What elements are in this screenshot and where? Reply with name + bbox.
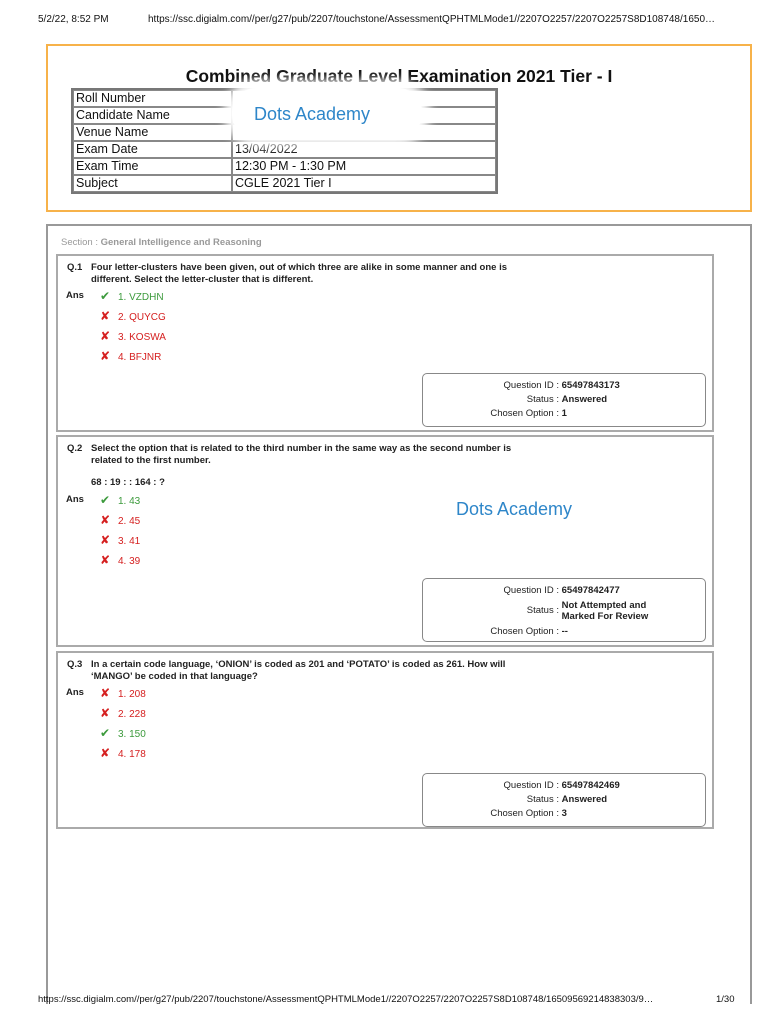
option-label: 1. 43	[118, 496, 141, 507]
option-label: 2. 45	[118, 516, 141, 527]
meta-status	[423, 394, 607, 405]
print-url[interactable]: https://ssc.digialm.com//per/g27/pub/2207/touchstone/AssessmentQPHTMLMode1//2207O2257/2207O2257S8D108748/1650…	[148, 14, 716, 25]
option	[100, 726, 146, 740]
info-label: Subject	[73, 175, 232, 192]
option-label: 4. 178	[118, 749, 146, 760]
question-text: In a certain code language, ‘ONION’ is coded as 201 and ‘POTATO’ is coded as 261. How will ‘MANGO’ be coded in that language?	[91, 659, 506, 682]
meta-key: Chosen Option :	[490, 408, 559, 419]
question-meta-box	[422, 373, 706, 427]
ans-label: Ans	[66, 687, 84, 698]
cross-icon: ✘	[100, 309, 111, 323]
option-label: 4. 39	[118, 556, 141, 567]
meta-chosen-option	[423, 626, 568, 637]
option	[100, 553, 140, 567]
info-value: 13/04/2022	[232, 141, 496, 158]
option-label: 2. 228	[118, 709, 146, 720]
info-row	[73, 175, 496, 192]
meta-value	[562, 600, 649, 622]
meta-question-id	[423, 380, 620, 391]
info-value: 12:30 PM - 1:30 PM	[232, 158, 496, 175]
question-number: Q.2	[67, 443, 83, 454]
question-text: Four letter-clusters have been given, out of which three are alike in some manner and one is different. Select the letter-cluster that is different.	[91, 262, 508, 285]
meta-value: Answered	[561, 794, 608, 805]
status-line: Marked For Review	[561, 611, 649, 622]
print-datetime: 5/2/22, 8:52 PM	[38, 14, 109, 25]
cross-icon: ✘	[100, 686, 111, 700]
question-number: Q.1	[67, 262, 83, 273]
option-label: 3. 41	[118, 536, 141, 547]
option	[100, 686, 146, 700]
meta-key: Question ID :	[503, 585, 559, 596]
ans-label: Ans	[66, 290, 84, 301]
option-label: 1. VZDHN	[118, 292, 164, 303]
question-block	[56, 651, 714, 829]
question-meta-box	[422, 773, 706, 827]
option-label: 3. 150	[118, 729, 146, 740]
info-row	[73, 141, 496, 158]
option	[100, 746, 146, 760]
option	[100, 493, 140, 507]
cross-icon: ✘	[100, 513, 111, 527]
meta-key: Question ID :	[503, 380, 559, 391]
meta-value: 1	[561, 408, 567, 419]
option	[100, 513, 140, 527]
question-text: Select the option that is related to the third number in the same way as the second number is related to the first number.	[91, 443, 512, 466]
meta-value: 65497843173	[561, 380, 620, 391]
question-meta-box	[422, 578, 706, 642]
cross-icon: ✘	[100, 533, 111, 547]
watermark-top: Dots Academy	[254, 104, 371, 124]
ans-label: Ans	[66, 494, 84, 505]
section-prefix: Section :	[61, 237, 98, 248]
status-line: Not Attempted and	[561, 600, 647, 611]
info-value: CGLE 2021 Tier I	[232, 175, 496, 192]
option	[100, 706, 146, 720]
meta-value: 3	[561, 808, 567, 819]
info-row	[73, 158, 496, 175]
option	[100, 309, 166, 323]
info-label: Exam Date	[73, 141, 232, 158]
meta-chosen-option	[423, 408, 567, 419]
question-block	[56, 435, 714, 647]
option	[100, 349, 161, 363]
meta-value: 65497842469	[561, 780, 620, 791]
cross-icon: ✘	[100, 706, 111, 720]
option	[100, 329, 166, 343]
info-label: Exam Time	[73, 158, 232, 175]
info-label: Venue Name	[73, 124, 232, 141]
option-label: 1. 208	[118, 689, 146, 700]
option	[100, 533, 140, 547]
info-label: Roll Number	[73, 90, 232, 107]
meta-value: 65497842477	[561, 585, 620, 596]
meta-key: Question ID :	[503, 780, 559, 791]
cross-icon: ✘	[100, 349, 111, 363]
meta-value: --	[561, 626, 568, 637]
meta-key: Chosen Option :	[490, 626, 559, 637]
meta-chosen-option	[423, 808, 567, 819]
option-label: 2. QUYCG	[118, 312, 166, 323]
meta-question-id	[423, 585, 620, 596]
info-label: Candidate Name	[73, 107, 232, 124]
cross-icon: ✘	[100, 329, 111, 343]
check-icon: ✔	[100, 493, 111, 507]
watermark-middle: Dots Academy	[456, 499, 573, 519]
meta-value: Answered	[561, 394, 608, 405]
question-block	[56, 254, 714, 432]
section-label	[61, 237, 262, 248]
cross-icon: ✘	[100, 746, 111, 760]
meta-question-id	[423, 780, 620, 791]
check-icon: ✔	[100, 289, 111, 303]
section-name: General Intelligence and Reasoning	[100, 237, 262, 248]
question-extra: 68 : 19 : : 164 : ?	[91, 477, 165, 488]
print-footer-url[interactable]: https://ssc.digialm.com//per/g27/pub/2207/touchstone/AssessmentQPHTMLMode1//2207O2257/2207O2257S8D108748/16509569214838303/9…	[38, 994, 654, 1005]
meta-status	[423, 600, 648, 622]
question-number: Q.3	[67, 659, 83, 670]
meta-key: Status :	[526, 605, 559, 616]
meta-key: Status :	[526, 794, 559, 805]
option	[100, 289, 164, 303]
check-icon: ✔	[100, 726, 111, 740]
meta-key: Status :	[526, 394, 559, 405]
option-label: 4. BFJNR	[118, 352, 162, 363]
option-label: 3. KOSWA	[118, 332, 166, 343]
meta-status	[423, 794, 607, 805]
meta-key: Chosen Option :	[490, 808, 559, 819]
exam-title: Combined Graduate Level Examination 2021 Tier - I	[185, 66, 613, 86]
cross-icon: ✘	[100, 553, 111, 567]
page-number: 1/30	[716, 994, 735, 1005]
